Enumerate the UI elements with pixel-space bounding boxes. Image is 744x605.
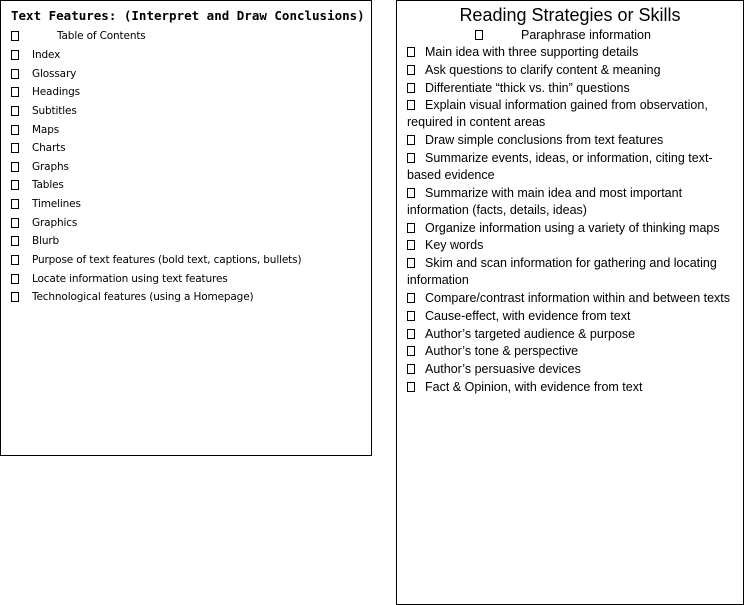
list-item-label: Technological features (using a Homepage) [32, 291, 254, 304]
checkbox-icon[interactable] [407, 293, 415, 303]
checkbox-icon[interactable] [11, 180, 19, 190]
checkbox-icon[interactable] [11, 143, 19, 153]
checkbox-icon[interactable] [11, 31, 19, 41]
list-item [11, 232, 288, 251]
checkbox-icon[interactable] [11, 50, 19, 60]
list-item-label: Graphics [32, 216, 78, 229]
checkbox-icon[interactable] [11, 292, 19, 302]
list-item-label: Locate information using text features [32, 272, 228, 285]
checkbox-icon[interactable] [475, 30, 483, 40]
list-item-label: Subtitles [32, 104, 77, 117]
list-item [407, 44, 737, 61]
list-item [407, 80, 737, 97]
list-item-label: Author’s persuasive devices [425, 362, 581, 377]
list-item-label: Skim and scan information for gathering and locating information [407, 256, 717, 288]
list-item-label: Key words [425, 238, 484, 253]
list-item [407, 97, 737, 131]
list-item [407, 150, 737, 184]
list-item-label: Table of Contents [57, 30, 146, 43]
list-item-label: Differentiate “thick vs. thin” questions [425, 80, 630, 95]
list-item [407, 237, 737, 254]
list-item [407, 326, 737, 343]
list-item-label: Purpose of text features (bold text, captions, bullets) [32, 254, 302, 266]
checkbox-icon[interactable] [11, 199, 19, 209]
list-item-label: Explain visual information gained from observation, required in content areas [407, 98, 708, 130]
checkbox-icon[interactable] [407, 382, 415, 392]
list-item [407, 308, 737, 325]
list-item [407, 255, 737, 289]
list-item-label: Tables [32, 179, 64, 192]
list-item-label: Main idea with three supporting details [425, 45, 639, 59]
checkbox-icon[interactable] [11, 255, 19, 265]
list-item-label: Fact & Opinion, with evidence from text [425, 379, 643, 394]
checkbox-icon[interactable] [11, 69, 19, 79]
list-item [407, 220, 737, 237]
checkbox-icon[interactable] [407, 258, 415, 268]
reading-strategies-panel [396, 0, 744, 605]
list-item-label: Cause-effect, with evidence from text [425, 308, 631, 323]
list-item [407, 379, 737, 396]
list-item [407, 343, 737, 360]
list-item-label: Index [32, 48, 61, 61]
list-item-label: Timelines [32, 198, 81, 211]
list-item [11, 120, 288, 139]
list-item [11, 195, 288, 214]
list-item [11, 157, 288, 176]
checkbox-icon[interactable] [407, 100, 415, 110]
list-item-label: Author’s targeted audience & purpose [425, 326, 636, 341]
list-item-label: Summarize with main idea and most important information (facts, details, ideas) [407, 185, 683, 217]
checkbox-icon[interactable] [11, 87, 19, 97]
list-item-label: Organize information using a variety of thinking maps [425, 220, 720, 235]
list-item [407, 185, 737, 219]
checkbox-icon[interactable] [11, 125, 19, 135]
list-item [11, 288, 288, 307]
list-item [11, 64, 288, 83]
list-item-label: Headings [32, 86, 80, 99]
checkbox-icon[interactable] [11, 274, 19, 284]
checkbox-icon[interactable] [407, 188, 415, 198]
list-item [11, 269, 288, 288]
list-item [407, 132, 737, 149]
list-item-label: Paraphrase information [521, 28, 651, 42]
checkbox-icon[interactable] [407, 329, 415, 339]
checkbox-icon[interactable] [11, 162, 19, 172]
paraphrase-item [475, 28, 651, 42]
list-item-label: Maps [32, 123, 60, 136]
list-item-label: Compare/contrast information within and between texts [425, 290, 731, 305]
text-features-list [11, 27, 302, 307]
list-item-label: Blurb [32, 235, 60, 248]
list-item-label: Glossary [32, 67, 77, 80]
list-item [407, 62, 737, 79]
list-item [407, 361, 737, 378]
list-item [11, 251, 302, 270]
list-item-label: Ask questions to clarify content & meaning [425, 62, 661, 77]
checkbox-icon[interactable] [407, 346, 415, 356]
checkbox-icon[interactable] [407, 47, 415, 57]
checkbox-icon[interactable] [407, 364, 415, 374]
list-item [11, 46, 288, 65]
list-item-label: Author’s tone & perspective [425, 344, 579, 359]
checkbox-icon[interactable] [407, 223, 415, 233]
list-item [11, 102, 288, 121]
checkbox-icon[interactable] [11, 236, 19, 246]
list-item-label: Charts [32, 142, 66, 155]
list-item [11, 176, 288, 195]
checkbox-icon[interactable] [407, 240, 415, 250]
checkbox-icon[interactable] [11, 218, 19, 228]
list-item-label: Summarize events, ideas, or information, citing text-based evidence [407, 150, 713, 182]
reading-strategies-list [407, 44, 737, 397]
checkbox-icon[interactable] [407, 153, 415, 163]
text-features-title: Text Features: (Interpret and Draw Conclusions) [11, 8, 365, 23]
list-item [11, 83, 288, 102]
list-item [11, 213, 288, 232]
list-item [11, 139, 288, 158]
checkbox-icon[interactable] [11, 106, 19, 116]
list-item-label: Graphs [32, 160, 69, 173]
checkbox-icon[interactable] [407, 65, 415, 75]
text-features-panel [0, 0, 372, 456]
list-item [11, 27, 288, 46]
list-item-label: Draw simple conclusions from text features [425, 133, 664, 148]
list-item [407, 290, 737, 307]
checkbox-icon[interactable] [407, 311, 415, 321]
checkbox-icon[interactable] [407, 135, 415, 145]
reading-strategies-title: Reading Strategies or Skills [459, 5, 681, 25]
checkbox-icon[interactable] [407, 83, 415, 93]
